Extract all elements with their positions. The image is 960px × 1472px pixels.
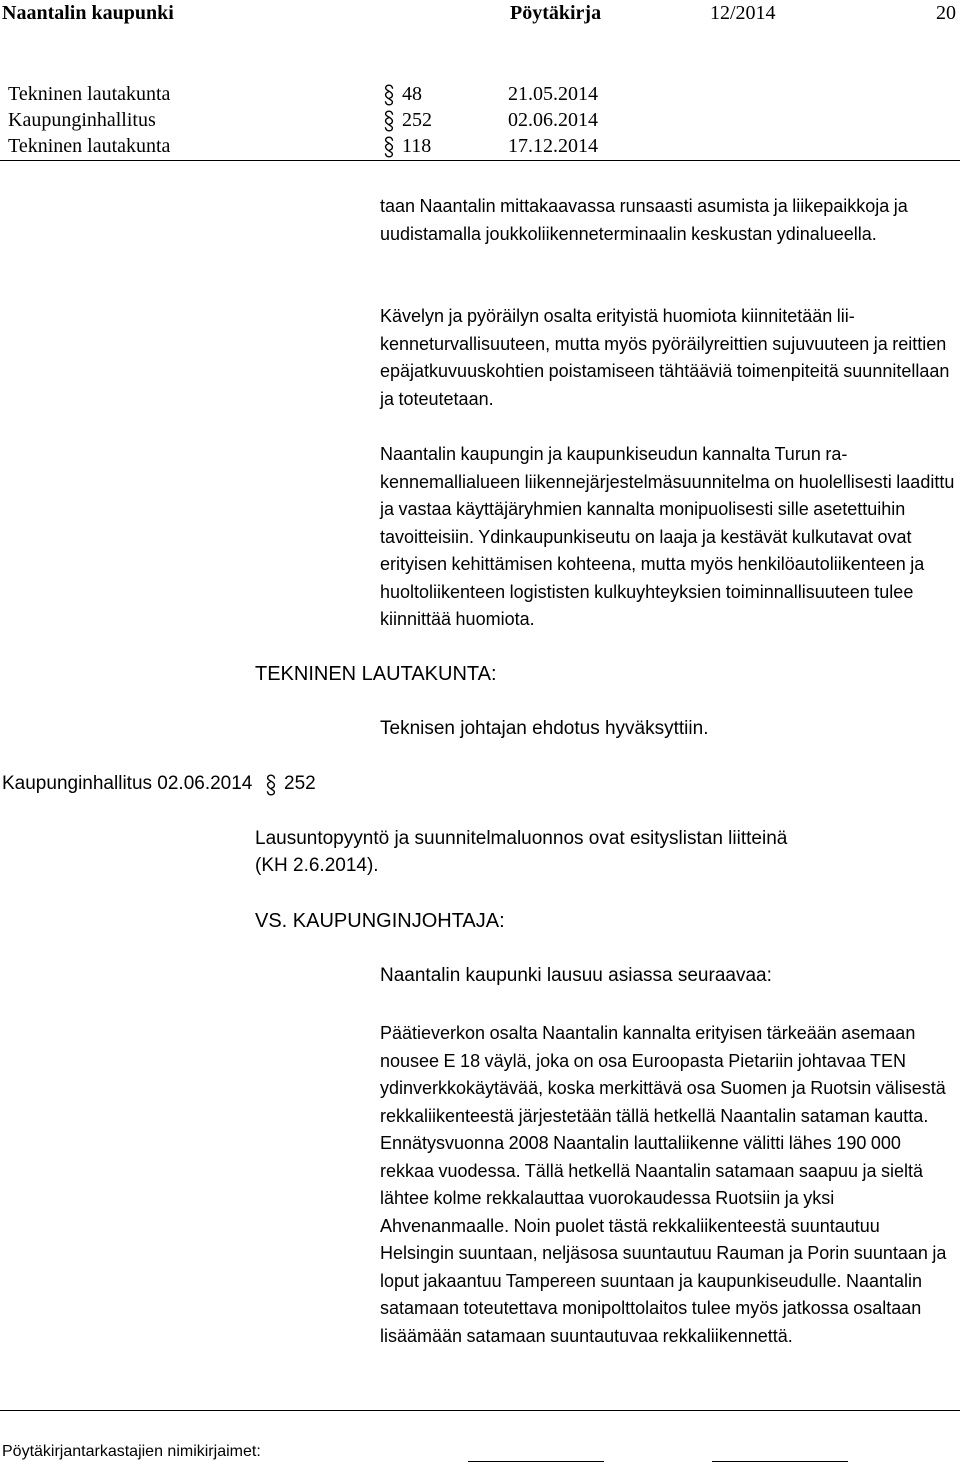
kaupunginhallitus-intro-line1: Lausuntopyyntö ja suunnitelmaluonnos ovat esityslistan liitteinä xyxy=(255,828,788,849)
tekninen-lautakunta-decision: Teknisen johtajan ehdotus hyväksyttiin. xyxy=(380,718,709,739)
reference-section: 252 xyxy=(402,109,432,131)
reference-date: 17.12.2014 xyxy=(508,135,598,157)
kaupunginhallitus-intro-line2: (KH 2.6.2014). xyxy=(255,855,379,876)
header-doc-type: Pöytäkirja xyxy=(510,2,602,24)
header-rule xyxy=(0,160,960,161)
tekninen-lautakunta-label: TEKNINEN LAUTAKUNTA: xyxy=(255,663,497,685)
section-sign-icon xyxy=(380,84,398,106)
statement-paragraph: Päätieverkon osalta Naantalin kannalta erityisen tärkeään asemaan nousee E 18 väylä, joka on osa Euroopasta Pietariin johtavaa TEN ydinverkkokäytävää, koska merkittävä osa Suomen ja Ruotsin välisestä rekkaliikenteestä järjestetään tällä hetkellä Naantalin sataman kautta. Ennätysvuonna 2008 Naantalin lauttaliikenne välitti lähes 190 000 rekkaa vuodessa. Tällä hetkellä Naantalin satamaan saapuu ja sieltä lähtee kolme rekkalauttaa vuorokaudessa Ruotsiin ja yksi Ahvenanmaalle. Noin puolet tästä rekkaliikenteestä suuntautuu Helsingin suuntaan, neljäsosa suuntautuu Rauman ja Porin suuntaan ja loput jakaantuu Tampereen suuntaan ja kaupunkiseudulle. Naantalin satamaan toteutettava monipolttolaitos tulee myös jatkossa osaltaan lisäämään satamaan suuntautuvaa rekkaliikennettä. xyxy=(380,1023,947,1346)
section-sign-icon xyxy=(380,136,398,158)
header-doc-number: 12/2014 xyxy=(710,2,776,24)
kaupunginhallitus-section: 252 xyxy=(284,773,316,794)
reference-section: 118 xyxy=(402,135,432,157)
statement-intro: Naantalin kaupunki lausuu asiassa seuraavaa: xyxy=(380,965,772,986)
reference-date: 02.06.2014 xyxy=(508,109,598,131)
section-sign-icon xyxy=(262,774,280,796)
signature-line xyxy=(468,1461,604,1462)
footer-rule xyxy=(0,1410,960,1411)
reference-body: Tekninen lautakunta xyxy=(8,135,171,157)
signature-line xyxy=(712,1461,848,1462)
section-sign-icon xyxy=(380,110,398,132)
vs-kaupunginjohtaja-label: VS. KAUPUNGINJOHTAJA: xyxy=(255,910,505,932)
paragraph-urban-development: taan Naantalin mittakaavassa runsaasti asumista ja liikepaikkoja ja uudistamalla joukkoliikenneterminaalin keskustan ydinalueella. xyxy=(380,196,908,244)
reference-body: Kaupunginhallitus xyxy=(8,109,156,131)
reference-body: Tekninen lautakunta xyxy=(8,83,171,105)
footer-label: Pöytäkirjantarkastajien nimikirjaimet: xyxy=(2,1443,261,1460)
reference-section: 48 xyxy=(402,83,422,105)
header-municipality: Naantalin kaupunki xyxy=(2,2,174,24)
paragraph-walking-cycling: Kävelyn ja pyöräilyn osalta erityistä huomiota kiinnitetään liikenneturvallisuuteen, mutta myös pyöräilyreittien sujuvuuteen ja reittien epäjatkuvuuskohtien poistamiseen tähtääviä toimenpiteitä suunnitellaan ja toteutetaan. xyxy=(380,306,950,409)
kaupunginhallitus-label: Kaupunginhallitus 02.06.2014 xyxy=(2,773,253,794)
header-page-number: 20 xyxy=(936,2,956,24)
paragraph-transport-plan: Naantalin kaupungin ja kaupunkiseudun kannalta Turun rakennemallialueen liikennejärjestelmäsuunnitelma on huolellisesti laadittu ja vastaa käyttäjäryhmien kannalta monipuolisesti sille asetettuihin tavoitteisiin. Ydinkaupunkiseutu on laaja ja kestävät kulkutavat ovat erityisen kehittämisen kohteena, mutta myös henkilöautoliikenteen ja huoltoliikenteen logististen kulkuyhteyksien toiminnallisuuteen tulee kiinnittää huomiota. xyxy=(380,444,955,629)
reference-date: 21.05.2014 xyxy=(508,83,598,105)
